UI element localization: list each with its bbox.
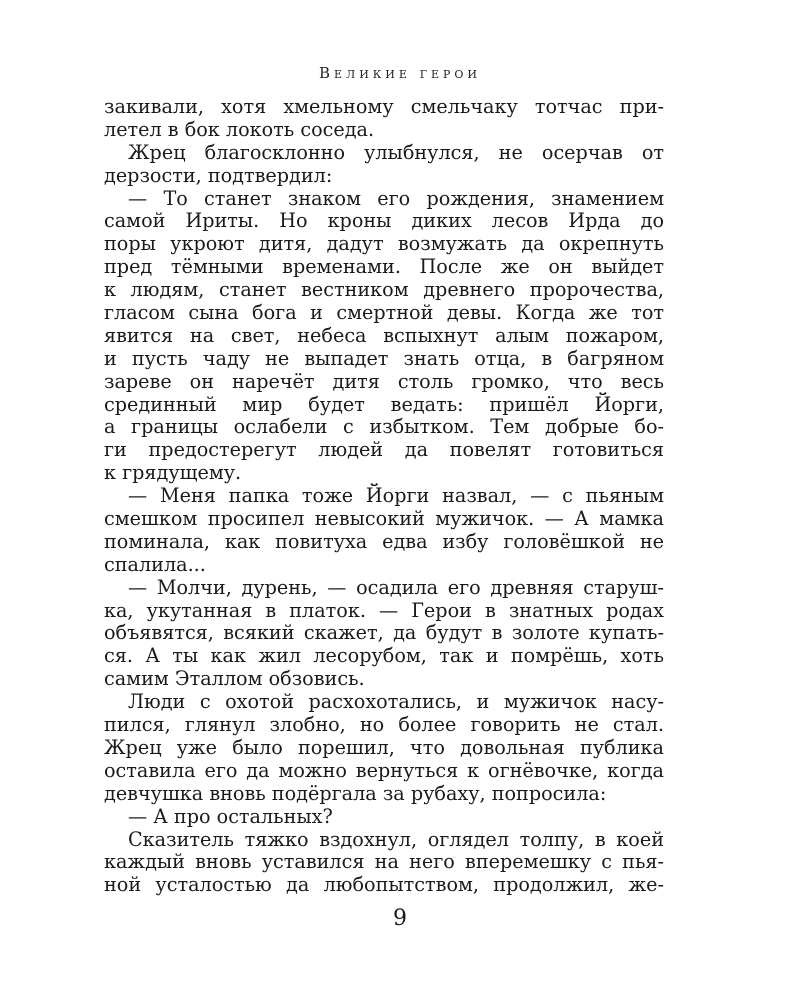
text-line: ной усталостью да любопытством, продолжил, же- [104, 873, 664, 897]
text-line: Жрец благосклонно улыбнулся, не осерчав от [128, 140, 664, 164]
text-line: пился, глянул злобно, но более говорить не стал. [104, 713, 664, 737]
text-line: зареве он наречёт дитя столь громко, что весь [104, 369, 664, 393]
text-line: самим Эталлом обзовись. [104, 667, 365, 691]
running-head: Великие герои [318, 64, 482, 82]
text-line: самой Ириты. Но кроны диких лесов Ирда до [104, 209, 664, 233]
text-line: поминала, как повитуха едва избу головёшкой не [104, 529, 664, 553]
text-line: гласом сына бога и смертной девы. Когда же тот [104, 301, 664, 325]
text-line: объявятся, всякий скажет, да будут в золоте купать- [104, 621, 664, 645]
text-line: ка, укутанная в платок. — Герои в знатных родах [104, 598, 664, 622]
text-line: — Меня папка тоже Йорги назвал, — с пьяным [128, 484, 664, 508]
text-line: летел в бок локоть соседа. [104, 117, 375, 141]
text-line: — А про остальных? [128, 804, 333, 828]
text-line: — Молчи, дурень, — осадила его древняя старуш- [128, 575, 664, 599]
text-line: поры укроют дитя, дадут возмужать да окрепнуть [104, 232, 664, 256]
text-line: Сказитель тяжко вздохнул, оглядел толпу, в коей [128, 827, 664, 851]
text-line: а границы ослабели с избытком. Тем добрые бо- [104, 415, 664, 439]
text-line: ся. А ты как жил лесорубом, так и помрёшь, хоть [104, 644, 664, 668]
text-line: явится на свет, небеса вспыхнут алым пожаром, [104, 323, 664, 347]
text-line: и пусть чаду не выпадет знать отца, в багряном [104, 346, 664, 370]
text-line: спалила... [104, 552, 206, 576]
body-text [104, 96, 664, 897]
text-line: смешком просипел невысокий мужичок. — А мамка [104, 507, 664, 531]
page-number: 9 [393, 906, 407, 931]
text-line: к людям, станет вестником древнего пророчества, [104, 278, 664, 302]
text-line: Жрец уже было порешил, что довольная публика [104, 735, 664, 759]
text-line: к грядущему. [104, 461, 242, 485]
text-line: ги предостерегут людей да повелят готовиться [104, 438, 664, 462]
text-line: девчушка вновь подёргала за рубаху, попросила: [104, 781, 607, 805]
text-line: пред тёмными временами. После же он выйдет [104, 255, 664, 279]
text-line: каждый вновь уставился на него вперемешку с пья- [104, 850, 664, 874]
text-line: срединный мир будет ведать: пришёл Йорги, [104, 392, 664, 416]
text-line: Люди с охотой расхохотались, и мужичок насу- [128, 690, 664, 714]
text-line: закивали, хотя хмельному смельчаку тотчас при- [104, 95, 664, 118]
text-line: оставила его да можно вернуться к огнёвочке, когда [104, 758, 664, 782]
text-line: дерзости, подтвердил: [104, 163, 333, 187]
text-line: — То станет знаком его рождения, знамением [128, 186, 664, 210]
